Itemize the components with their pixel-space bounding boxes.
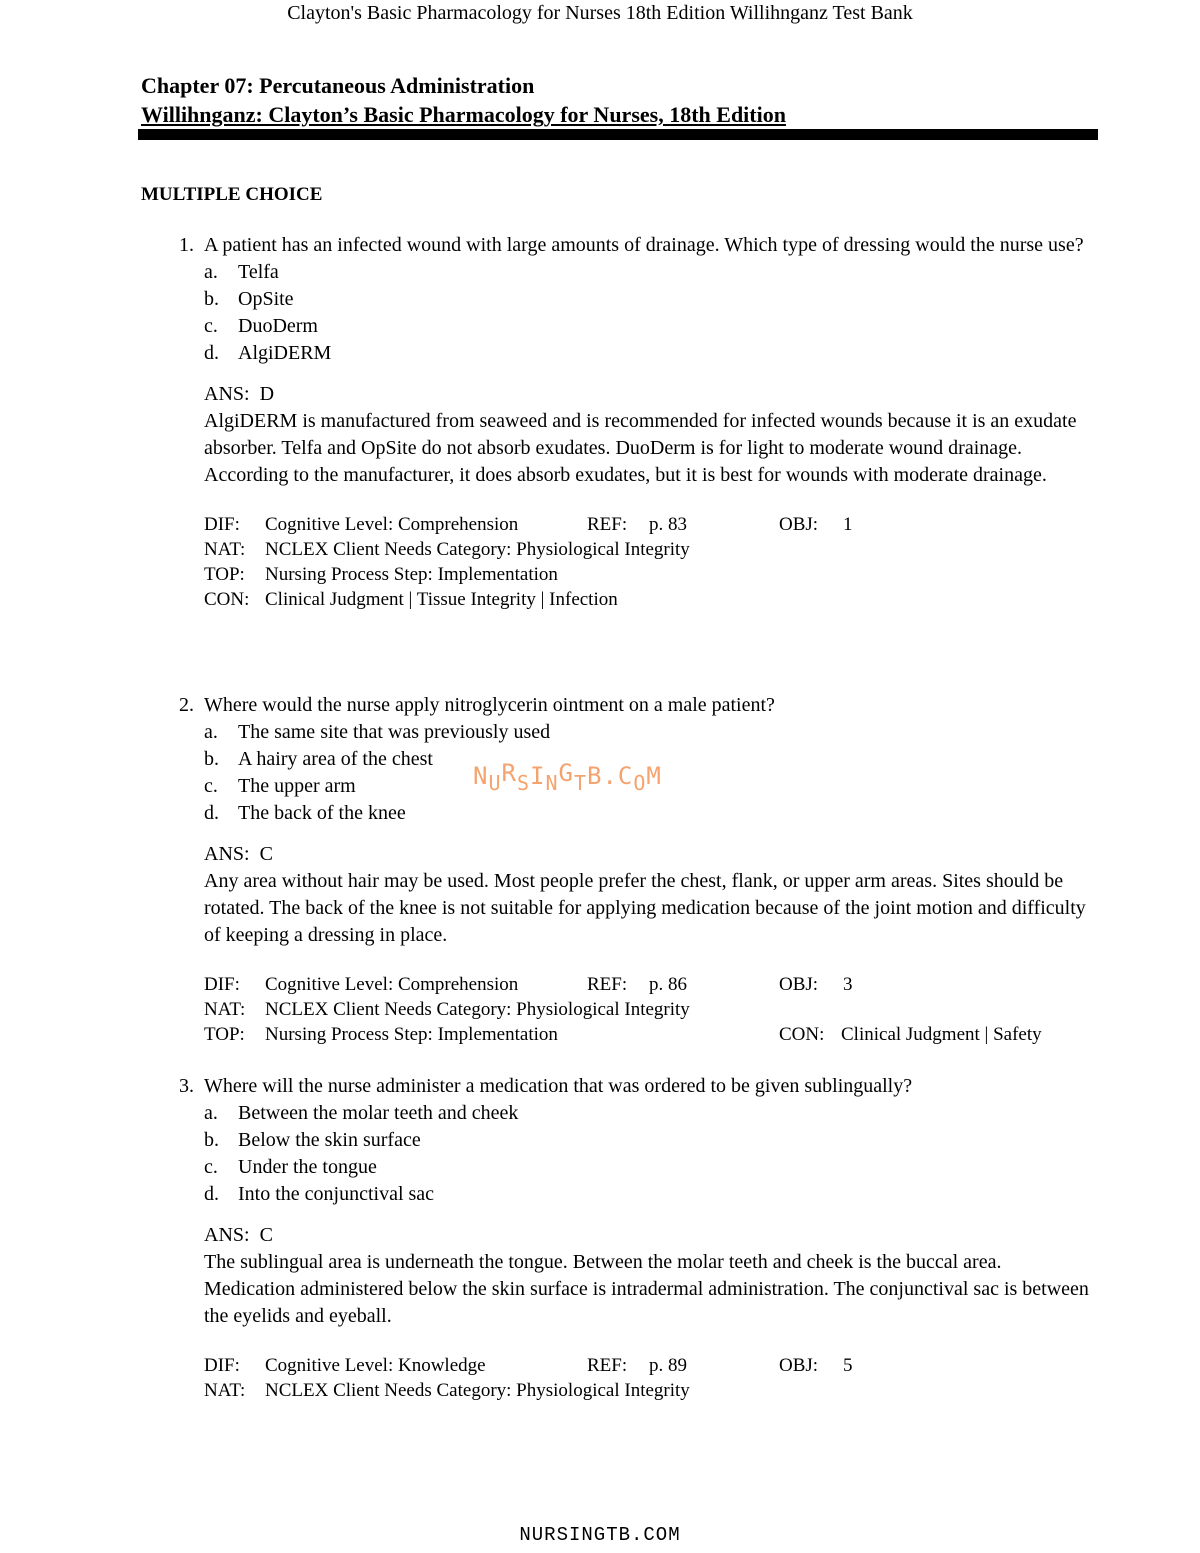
running-header: Clayton's Basic Pharmacology for Nurses 18th Edition Willihnganz Test Bank bbox=[287, 2, 913, 24]
option-letter: d. bbox=[204, 802, 219, 824]
option-text: Into the conjunctival sac bbox=[238, 1183, 435, 1205]
question-number: 3. bbox=[179, 1075, 194, 1097]
footer: NURSINGTB.COM bbox=[519, 1524, 681, 1546]
option-letter: a. bbox=[204, 721, 218, 743]
nat-label: NAT: bbox=[204, 1380, 246, 1401]
obj-value: 3 bbox=[843, 974, 853, 995]
option-a bbox=[204, 1100, 1100, 1127]
option-d bbox=[204, 800, 1100, 827]
nat-value: NCLEX Client Needs Category: Physiological Integrity bbox=[265, 539, 690, 560]
option-letter: c. bbox=[204, 315, 218, 337]
ref-label: REF: bbox=[587, 1355, 628, 1376]
option-c bbox=[204, 1154, 1100, 1181]
watermark: $N_UR_SI_NG_TB.C_OM$ bbox=[473, 759, 662, 795]
con-value: Clinical Judgment | Safety bbox=[841, 1024, 1042, 1045]
option-text: Under the tongue bbox=[238, 1156, 377, 1178]
ref-value: p. 83 bbox=[649, 514, 687, 535]
option-text: Below the skin surface bbox=[238, 1129, 421, 1151]
option-b bbox=[204, 1127, 1100, 1154]
ref-label: REF: bbox=[587, 514, 628, 535]
top-value: Nursing Process Step: Implementation bbox=[265, 1024, 558, 1045]
dif-value: Cognitive Level: Comprehension bbox=[265, 514, 519, 535]
question-text: A patient has an infected wound with large amounts of drainage. Which type of dressing would the nurse use? bbox=[204, 234, 1084, 256]
top-label: TOP: bbox=[204, 564, 245, 585]
question-metadata bbox=[204, 972, 1100, 1047]
nat-label: NAT: bbox=[204, 539, 246, 560]
ref-value: p. 89 bbox=[649, 1355, 687, 1376]
top-value: Nursing Process Step: Implementation bbox=[265, 564, 558, 585]
obj-value: 5 bbox=[843, 1355, 853, 1376]
rationale: AlgiDERM is manufactured from seaweed and is recommended for infected wounds because it is an exudate absorber. Telfa and OpSite do not absorb exudates. DuoDerm is for light to moderate wound drainage. According to the manufacturer, it does absorb exudates, but it is best for wounds with moderate drainage. bbox=[204, 410, 1077, 486]
answer bbox=[204, 1222, 1100, 1249]
option-letter: b. bbox=[204, 1129, 219, 1151]
answer-value: C bbox=[259, 843, 273, 865]
ref-value: p. 86 bbox=[649, 974, 687, 995]
option-text: AlgiDERM bbox=[238, 342, 332, 364]
option-letter: c. bbox=[204, 775, 218, 797]
option-text: The upper arm bbox=[238, 775, 356, 797]
question-3 bbox=[160, 1073, 1100, 1403]
option-letter: d. bbox=[204, 342, 219, 364]
option-letter: d. bbox=[204, 1183, 219, 1205]
dif-label: DIF: bbox=[204, 974, 240, 995]
chapter-title: Chapter 07: Percutaneous Administration bbox=[141, 73, 535, 98]
ref-label: REF: bbox=[587, 974, 628, 995]
option-d bbox=[204, 340, 1100, 367]
option-text: A hairy area of the chest bbox=[238, 748, 433, 770]
section-heading: MULTIPLE CHOICE bbox=[141, 184, 323, 205]
title-divider bbox=[138, 129, 1098, 140]
con-value: Clinical Judgment | Tissue Integrity | Infection bbox=[265, 589, 618, 610]
option-letter: c. bbox=[204, 1156, 218, 1178]
option-text: Telfa bbox=[238, 261, 279, 283]
answer-value: D bbox=[259, 383, 275, 405]
option-text: DuoDerm bbox=[238, 315, 318, 337]
answer-label: ANS: bbox=[204, 1224, 250, 1246]
nat-value: NCLEX Client Needs Category: Physiological Integrity bbox=[265, 999, 690, 1020]
con-label: CON: bbox=[204, 589, 250, 610]
option-text: The same site that was previously used bbox=[238, 721, 551, 743]
question-metadata bbox=[204, 512, 1100, 612]
answer-label: ANS: bbox=[204, 843, 250, 865]
obj-label: OBJ: bbox=[779, 1355, 819, 1376]
question-text: Where would the nurse apply nitroglycerin ointment on a male patient? bbox=[204, 694, 775, 716]
option-d bbox=[204, 1181, 1100, 1208]
option-a bbox=[204, 259, 1100, 286]
answer-label: ANS: bbox=[204, 383, 250, 405]
top-label: TOP: bbox=[204, 1024, 245, 1045]
dif-value: Cognitive Level: Knowledge bbox=[265, 1355, 486, 1376]
nat-label: NAT: bbox=[204, 999, 246, 1020]
option-letter: a. bbox=[204, 1102, 218, 1124]
answer-value: C bbox=[259, 1224, 273, 1246]
dif-value: Cognitive Level: Comprehension bbox=[265, 974, 519, 995]
option-letter: b. bbox=[204, 748, 219, 770]
question-number: 2. bbox=[179, 694, 194, 716]
option-text: Between the molar teeth and cheek bbox=[238, 1102, 519, 1124]
option-text: OpSite bbox=[238, 288, 294, 310]
option-letter: a. bbox=[204, 261, 218, 283]
obj-label: OBJ: bbox=[779, 974, 819, 995]
rationale: Any area without hair may be used. Most people prefer the chest, flank, or upper arm areas. Sites should be rotated. The back of the knee is not suitable for applying medication because of the joint motion and difficulty of keeping a dressing in place. bbox=[204, 870, 1086, 946]
answer bbox=[204, 381, 1100, 408]
question-metadata bbox=[204, 1353, 1100, 1403]
rationale: The sublingual area is underneath the tongue. Between the molar teeth and cheek is the buccal area. Medication administered below the skin surface is intradermal administration. The conjunctival sac is between the eyelids and eyeball. bbox=[204, 1251, 1089, 1327]
option-letter: b. bbox=[204, 288, 219, 310]
question-1 bbox=[160, 232, 1100, 612]
obj-label: OBJ: bbox=[779, 514, 819, 535]
book-title: Willihnganz: Clayton’s Basic Pharmacology for Nurses, 18th Edition bbox=[141, 102, 786, 127]
option-c bbox=[204, 313, 1100, 340]
con-label: CON: bbox=[779, 1024, 825, 1045]
answer bbox=[204, 841, 1100, 868]
option-b bbox=[204, 286, 1100, 313]
question-text: Where will the nurse administer a medication that was ordered to be given sublingually? bbox=[204, 1075, 913, 1097]
nat-value: NCLEX Client Needs Category: Physiological Integrity bbox=[265, 1380, 690, 1401]
dif-label: DIF: bbox=[204, 514, 240, 535]
question-number: 1. bbox=[179, 234, 194, 256]
obj-value: 1 bbox=[843, 514, 853, 535]
option-a bbox=[204, 719, 1100, 746]
dif-label: DIF: bbox=[204, 1355, 240, 1376]
question-2 bbox=[160, 692, 1100, 1047]
option-text: The back of the knee bbox=[238, 802, 406, 824]
